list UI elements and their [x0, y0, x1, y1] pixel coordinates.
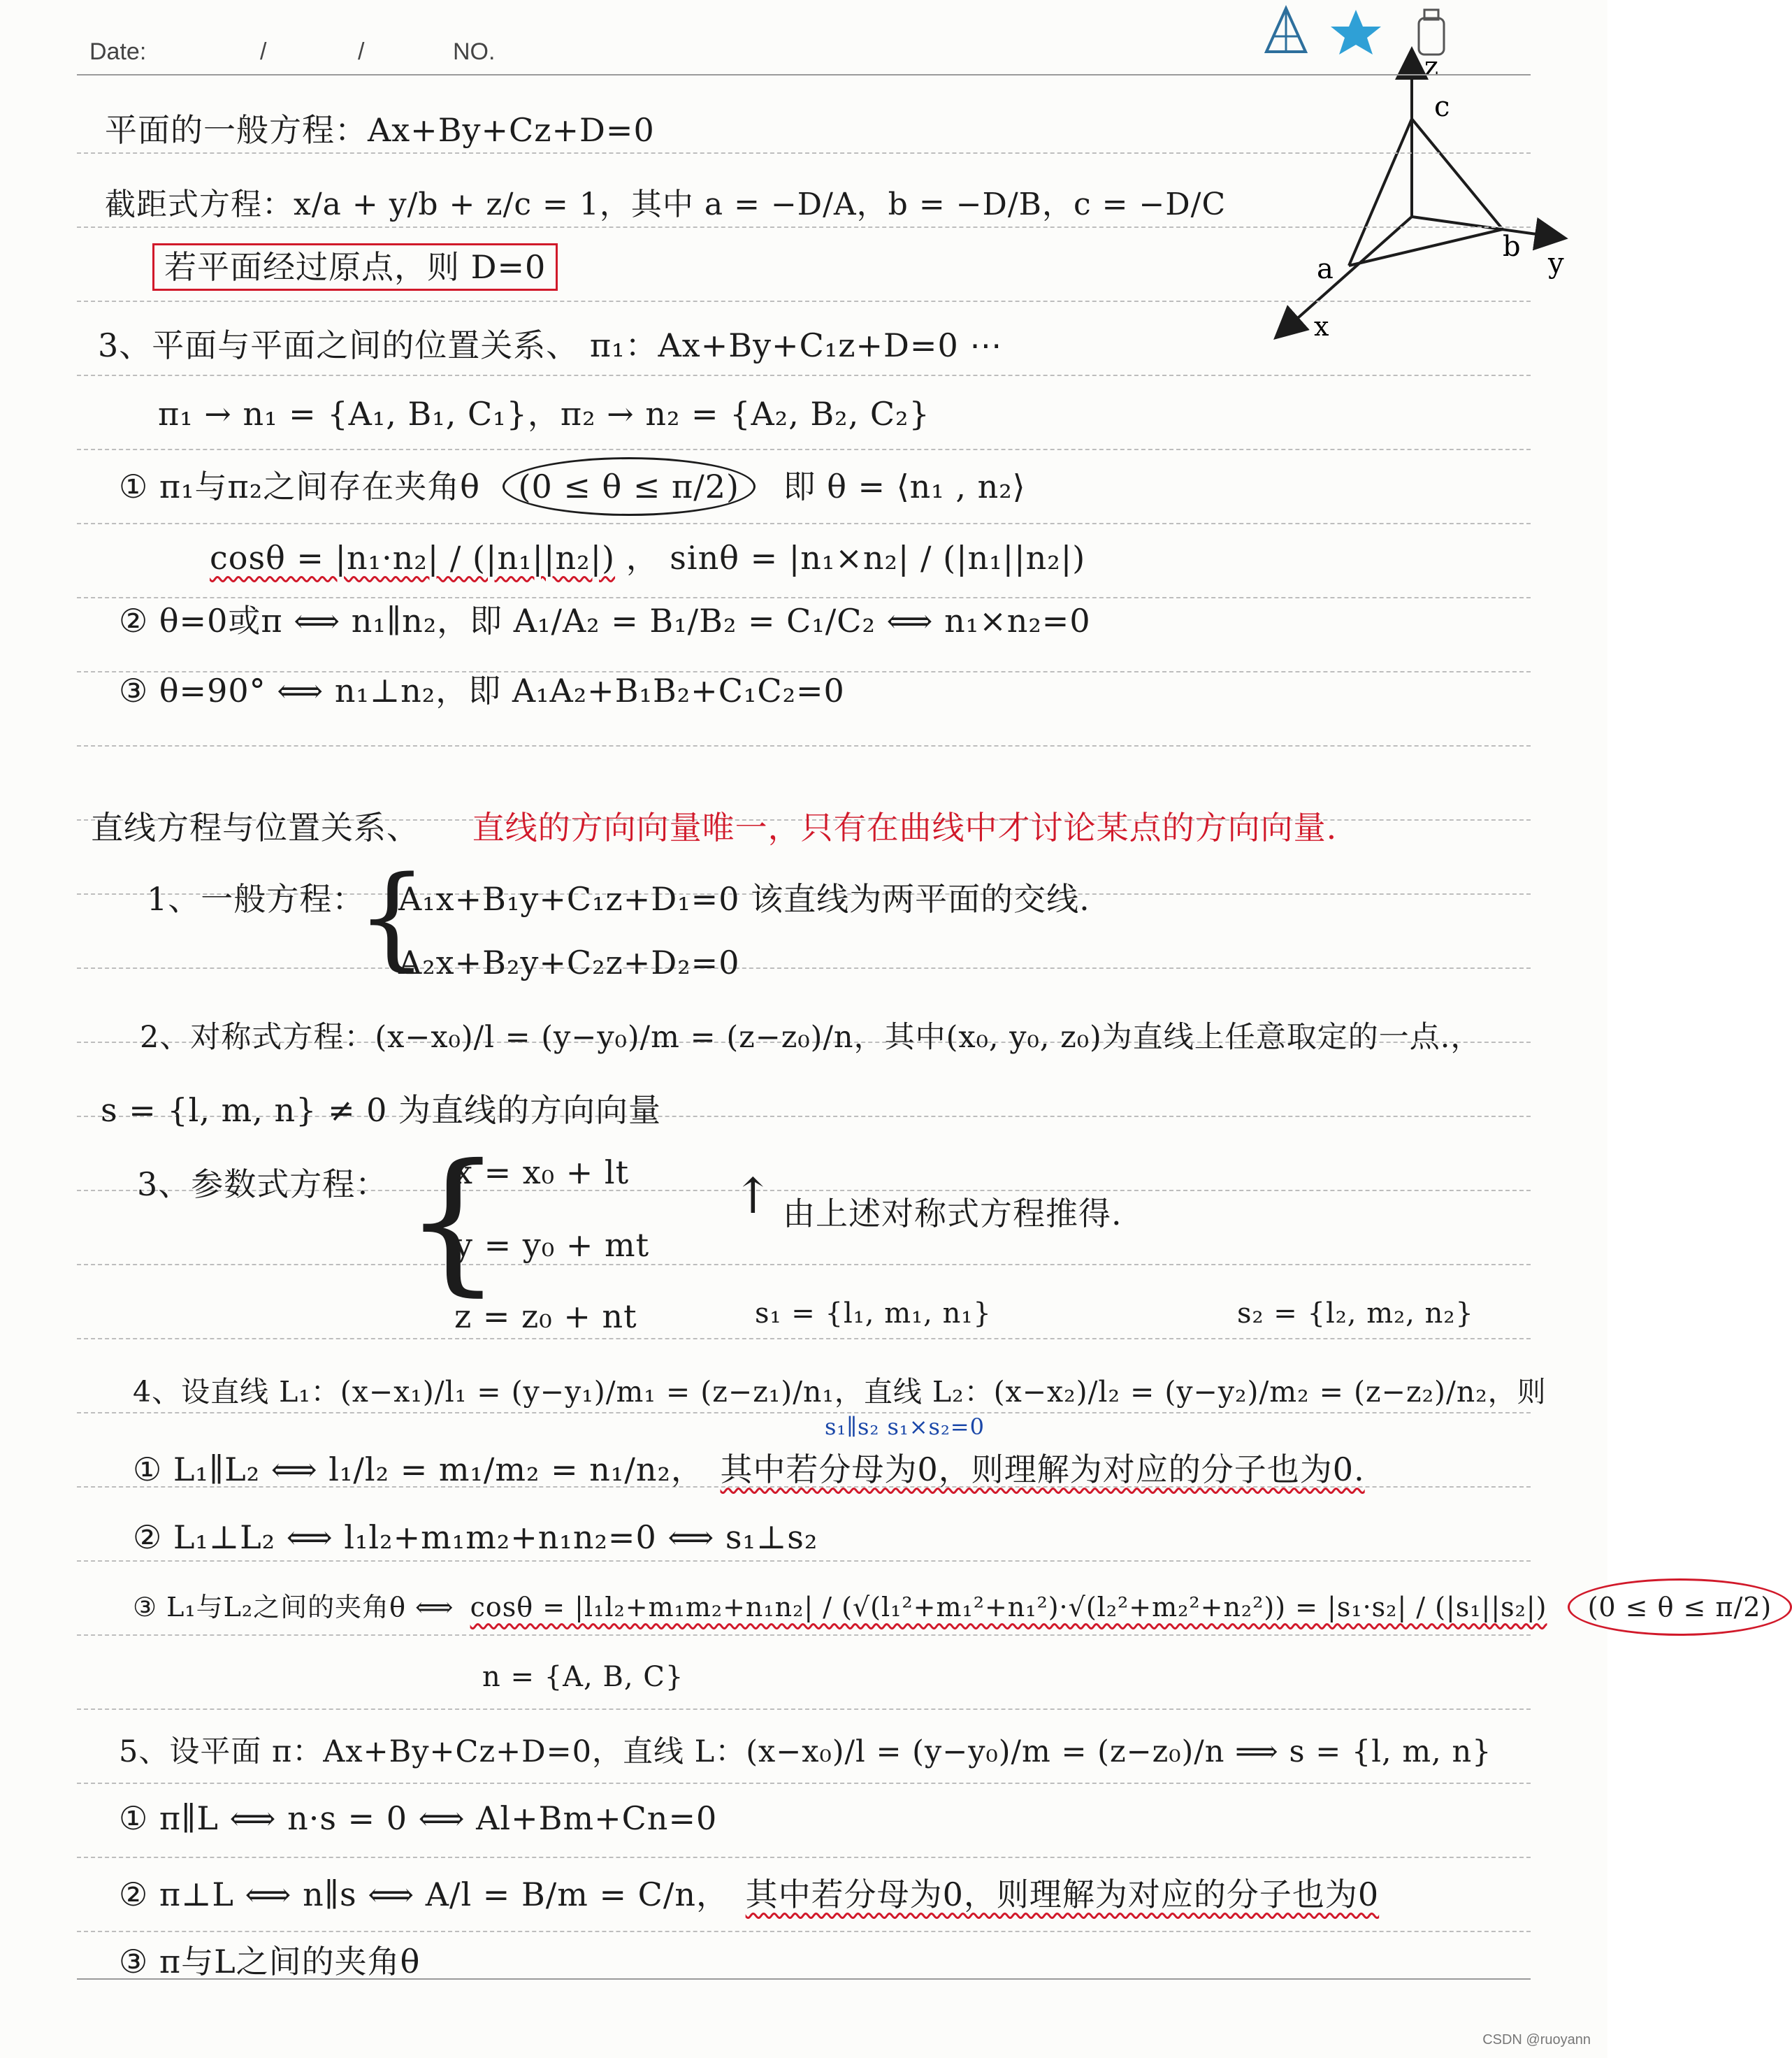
- angle-between-lines-formula: cosθ = |l₁l₂+m₁m₂+n₁n₂| / (√(l₁²+m₁²+n₁²)·√(l₂²+m₂²+n₂²)) = |s₁·s₂| / (|s₁||s₂|): [470, 1592, 1547, 1622]
- rule: [77, 1783, 1531, 1784]
- plane-parallel-line-condition: ① π∥L ⟺ n·s = 0 ⟺ Al+Bm+Cn=0: [119, 1799, 718, 1837]
- intercept-label-a: a: [1317, 253, 1334, 285]
- plane-relation-heading: 3、平面与平面之间的位置关系、 π₁：Ax+By+C₁z+D=0 ⋯: [98, 326, 1003, 364]
- rule: [77, 1931, 1531, 1932]
- intercept-label-b: b: [1503, 231, 1521, 263]
- rule: [77, 301, 1531, 302]
- sin-theta-formula: ， sinθ = |n₁×n₂| / (|n₁||n₂|): [626, 539, 1086, 577]
- line-angle-range-circled: (0 ≤ θ ≤ π/2): [1568, 1578, 1792, 1636]
- symmetric-form-line: 2、对称式方程：(x−x₀)/l = (y−y₀)/m = (z−z₀)/n，其中(x₀, y₀, z₀)为直线上任意取定的一点.，: [140, 1020, 1482, 1055]
- general-form-label: 1、一般方程：: [147, 880, 366, 918]
- rule: [77, 523, 1531, 524]
- parametric-form-brace: {: [404, 1131, 502, 1310]
- zero-denominator-note-1: 其中若分母为0，则理解为对应的分子也为0.: [720, 1451, 1365, 1488]
- rule: [77, 375, 1531, 376]
- direction-vector-s2: s₂ = {l₂, m₂, n₂}: [1237, 1297, 1474, 1330]
- angle-range-circled: (0 ≤ θ ≤ π/2): [503, 457, 756, 516]
- parallel-vector-note: s₁∥s₂ s₁×s₂=0: [825, 1413, 985, 1440]
- axis-label-z: z: [1424, 51, 1439, 82]
- general-form-eq1: A₁x+B₁y+C₁z+D₁=0 该直线为两平面的交线.: [398, 880, 1090, 918]
- axis-label-x: x: [1314, 311, 1329, 342]
- zero-denominator-note-2: 其中若分母为0，则理解为对应的分子也为0: [745, 1876, 1380, 1913]
- rule: [77, 449, 1531, 450]
- rule: [77, 1708, 1531, 1710]
- origin-note-box: 若平面经过原点，则 D=0: [152, 243, 558, 291]
- date-label: Date:: [89, 38, 147, 65]
- normal-vectors-line: π₁ → n₁ = {A₁, B₁, C₁}，π₂ → n₂ = {A₂, B₂, C₂}: [158, 395, 930, 433]
- cos-theta-formula: cosθ = |n₁·n₂| / (|n₁||n₂|): [210, 539, 616, 577]
- parallel-lines-condition: ① L₁∥L₂ ⟺ l₁/l₂ = m₁/m₂ = n₁/n₂，: [133, 1451, 704, 1488]
- general-form-eq2: A₂x+B₂y+C₂z+D₂=0: [398, 944, 740, 981]
- rule-header: [77, 74, 1531, 75]
- rule: [77, 1857, 1531, 1858]
- x-axis: [1286, 217, 1412, 329]
- date-slash-1: /: [260, 38, 267, 65]
- tree-stamp-icon: [1266, 8, 1306, 52]
- rule: [77, 745, 1531, 747]
- intercept-label-c: c: [1434, 91, 1450, 123]
- plane-normal-vector: n = {A, B, C}: [482, 1661, 684, 1693]
- rule: [77, 967, 1531, 969]
- rule: [77, 1634, 1531, 1636]
- perpendicular-planes-condition: ③ θ=90° ⟺ n₁⊥n₂，即 A₁A₂+B₁B₂+C₁C₂=0: [119, 672, 845, 710]
- rule: [77, 226, 1531, 228]
- plane-perpendicular-line-condition: ② π⊥L ⟺ n∥s ⟺ A/l = B/m = C/n，: [119, 1876, 730, 1913]
- plane-line-angle: ③ π与L之间的夹角θ: [119, 1943, 421, 1980]
- angle-between-lines-label: ③ L₁与L₂之间的夹角θ ⟺: [133, 1592, 454, 1622]
- two-lines-setup: 4、设直线 L₁：(x−x₁)/l₁ = (y−y₁)/m₁ = (z−z₁)/n₁，直线 L₂：(x−x₂)/l₂ = (y−y₂)/m₂ = (z−z₂)/n₂，则: [133, 1375, 1547, 1409]
- star-stamp-icon: [1331, 10, 1381, 55]
- perpendicular-lines-condition: ② L₁⊥L₂ ⟺ l₁l₂+m₁m₂+n₁n₂=0 ⟺ s₁⊥s₂: [133, 1518, 818, 1556]
- arrow-up-icon: ↑: [732, 1167, 774, 1225]
- angle-between-planes: ① π₁与π₂之间存在夹角θ: [119, 468, 480, 505]
- direction-vector-note: 直线的方向向量唯一，只有在曲线中才讨论某点的方向向量.: [472, 809, 1338, 847]
- csdn-watermark: CSDN @ruoyann: [1482, 2032, 1591, 2048]
- date-slash-2: /: [358, 38, 365, 65]
- angle-definition: 即 θ = ⟨n₁ , n₂⟩: [783, 468, 1026, 505]
- parametric-derivation-note: 由上述对称式方程推得.: [783, 1195, 1122, 1232]
- plane-general-equation: 平面的一般方程：Ax+By+Cz+D=0: [105, 111, 655, 149]
- axis-label-y: y: [1548, 247, 1564, 280]
- plane-intercept-diagram: [1272, 49, 1566, 357]
- bottle-stamp-icon: [1419, 10, 1444, 55]
- rule: [77, 1338, 1531, 1339]
- parametric-form-label: 3、参数式方程：: [137, 1165, 389, 1203]
- parallel-planes-condition: ② θ=0或π ⟺ n₁∥n₂，即 A₁/A₂ = B₁/B₂ = C₁/C₂ ⟺ n₁×n₂=0: [119, 602, 1091, 640]
- general-form-brace: {: [356, 851, 428, 982]
- rule: [77, 152, 1531, 154]
- rule: [77, 1412, 1531, 1413]
- rule: [77, 1264, 1531, 1265]
- no-label: NO.: [453, 38, 496, 65]
- intercept-form-equation: 截距式方程：x/a + y/b + z/c = 1，其中 a = −D/A，b = −D/B，c = −D/C: [105, 187, 1227, 222]
- line-section-heading: 直线方程与位置关系、: [91, 809, 419, 847]
- parametric-z: z = z₀ + nt: [454, 1297, 637, 1335]
- plane-line-setup: 5、设平面 π：Ax+By+Cz+D=0，直线 L：(x−x₀)/l = (y−y₀)/m = (z−z₀)/n ⟹ s = {l, m, n}: [119, 1734, 1492, 1769]
- parametric-x: x = x₀ + lt: [454, 1153, 630, 1191]
- direction-vector-s1: s₁ = {l₁, m₁, n₁}: [755, 1297, 992, 1330]
- rule: [77, 1560, 1531, 1562]
- direction-vector-line: s = {l, m, n} ≠ 0 为直线的方向向量: [101, 1091, 662, 1129]
- parametric-y: y = y₀ + mt: [454, 1226, 650, 1264]
